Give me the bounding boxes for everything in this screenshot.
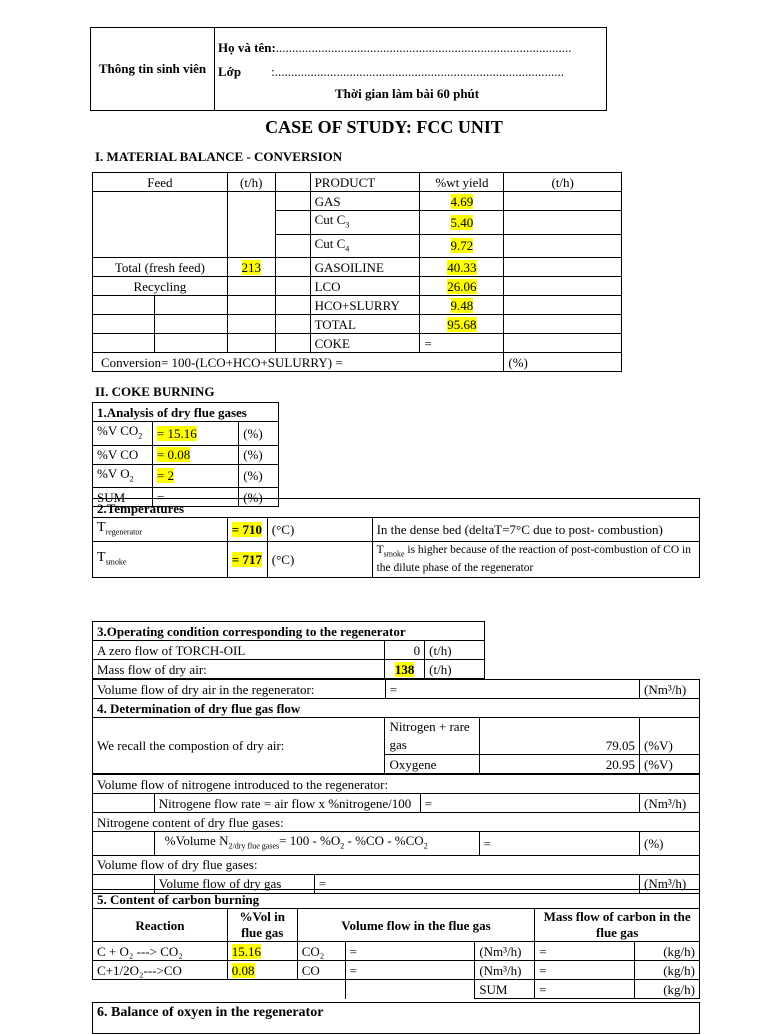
yield-c3: 5.40 [450,214,474,230]
sum-value: = [152,488,238,507]
o2-comp-unit: (%V) [640,755,700,774]
co2-label: %V $CO_2$ [93,422,153,446]
coke-eq: = [420,334,504,353]
sum-label: SUM [93,488,153,507]
material-balance-table [92,172,622,372]
n2-rate-label: Nitrogene flow rate = air flow x %nitrogene/100 [154,794,420,813]
page-title: CASE OF STUDY: FCC UNIT [265,117,503,137]
product-c3: Cut $C_3$ [310,211,420,235]
n2-rate-eq: = [420,794,639,813]
table-row [93,277,622,296]
n2-label: Nitrogen + rare gas [385,718,480,755]
table-row [93,794,700,813]
n2-rate-unit: (Nm³/h) [639,794,699,813]
table-row [93,775,700,794]
table-row [93,258,622,277]
product-coke: COKE [310,334,420,353]
total-fresh-feed-label: Total (fresh feed) [93,258,228,277]
sum-mass-eq: = [535,980,635,999]
table-row [93,855,700,874]
col-th2: (t/h) [504,173,622,192]
yield-lco: 26.06 [447,278,477,294]
product-gasoline: GASOILINE [310,258,420,277]
section3-title: 3.Operating condition corresponding to the regenerator [93,622,485,641]
flue-inner-label: Volume flow of dry gas [154,874,314,893]
o2-label: %V $O_2$ [93,464,153,488]
r1-gas: CO₂ [297,942,345,961]
student-info-box [90,27,607,111]
name-label: Họ và tên: [218,40,276,55]
torch-label: A zero flow of TORCH-OIL [93,641,385,660]
table-row [93,445,279,464]
section6-title: 6. Balance of oxyen in the regenerator [97,1005,324,1020]
name-dots: ........................................................................................... [275,40,572,55]
o2-unit: (%) [239,464,279,488]
flue-gas-analysis-table [92,402,279,507]
class-label: Lớp [218,64,242,79]
operating-condition-table [92,621,485,679]
table-row [93,813,700,832]
r2-kgh: (kg/h) [635,961,700,980]
col-th: (t/h) [227,173,275,192]
t-smoke-value: = 717 [231,551,262,567]
r2-eq: = [345,961,475,980]
class-dots: :......................................................................................... [271,64,564,79]
table-row [93,718,700,755]
air-unit: (t/h) [425,660,485,679]
table-row [93,173,622,192]
n2-content-label: Nitrogene content of dry flue gases: [93,813,700,832]
t-regenerator-value: = 710 [231,521,262,537]
section1-heading: I. MATERIAL BALANCE - CONVERSION [95,149,343,164]
section2-heading: II. COKE BURNING [95,384,215,399]
table-row [93,660,485,679]
vol-n2-label: Volume flow of nitrogene introduced to the regenerator: [93,775,700,794]
sum-unit: (%) [239,488,279,507]
carbon-burning-table [92,889,700,999]
vol-unit: (Nm³/h) [640,680,700,699]
col-mass: Mass flow of carbon in the flue gas [535,909,700,942]
torch-value: 0 [385,641,425,660]
r2-mass-eq: = [535,961,635,980]
yield-gasoline: 40.33 [447,259,477,275]
col-reaction: Reaction [93,909,228,942]
n2-volume-formula: %Volume $N_{2/dry flue gases}= 100 - \%O_2 - \%CO - \%CO_2$ [154,832,479,856]
product-total: TOTAL [310,315,420,334]
table-row [93,192,622,211]
conversion-label: Conversion= 100-(LCO+HCO+SULURRY) = [93,353,504,372]
t-smoke-label: $T_{smoke}$ [93,541,228,577]
temps-title: 2.Temperatures [93,499,700,518]
r2-nm3: (Nm³/h) [475,961,535,980]
t-regenerator-note: In the dense bed (deltaT=7°C due to post- combustion) [372,518,699,542]
table-row [93,296,622,315]
exam-time: Thời gian làm bài 60 phút [335,86,480,101]
section6-box [92,1002,700,1034]
volume-flow-table [92,679,700,699]
product-lco: LCO [310,277,420,296]
o2-comp-label: Oxygene [385,755,480,774]
air-label: Mass flow of dry air: [93,660,385,679]
col-feed: Feed [93,173,228,192]
table-row [93,315,622,334]
flue-unit: (Nm³/h) [639,874,699,893]
vol-eq: = [385,680,639,699]
air-value: 138 [394,661,415,677]
yield-hco: 9.48 [450,297,474,313]
class-line [218,64,564,80]
table-row [93,518,700,542]
conversion-unit: (%) [504,353,622,372]
n2-vol-unit: (%) [639,832,699,856]
product-hco: HCO+SLURRY [310,296,420,315]
total-fresh-feed-value: 213 [241,259,261,275]
r2-vol: 0.08 [231,962,255,978]
table-row [93,909,700,942]
table-row [93,680,700,699]
o2-comp-value: 20.95 [480,755,640,774]
section5-title: 5. Content of carbon burning [93,890,700,909]
r1-vol: 15.16 [231,943,262,959]
co-value: = 0.08 [156,447,191,463]
table-row [93,464,279,488]
table-row [93,961,700,980]
r1-mass-eq: = [535,942,635,961]
product-c4: Cut $C_4$ [310,234,420,258]
nitrogen-flow-table [92,774,700,894]
co-unit: (%) [239,445,279,464]
dry-flue-gas-table [92,698,700,774]
n2-value: 79.05 [480,718,640,755]
r2-gas: CO [297,961,345,980]
r2-reaction: C+1/2O₂--->CO [93,961,228,980]
table-row [93,334,622,353]
section4-title: 4. Determination of dry flue gas flow [93,699,700,718]
yield-c4: 9.72 [450,238,474,254]
analysis-title: 1.Analysis of dry flue gases [93,403,279,422]
table-row [93,980,700,999]
r1-nm3: (Nm³/h) [475,942,535,961]
table-row [93,641,485,660]
flue-eq: = [314,874,639,893]
sum-kgh: (kg/h) [635,980,700,999]
recycling-label: Recycling [93,277,228,296]
name-line [218,40,572,56]
recall-label: We recall the compostion of dry air: [93,718,385,774]
n2-unit: (%V) [640,718,700,755]
co2-value: = 15.16 [156,425,197,441]
col-product: PRODUCT [310,173,420,192]
r1-eq: = [345,942,475,961]
vol-label: Volume flow of dry air in the regenerator: [93,680,386,699]
sum-label: SUM [475,980,535,999]
t-regenerator-unit: (°C) [267,518,372,542]
temperatures-table [92,498,700,578]
flue-label: Volume flow of dry flue gases: [93,855,700,874]
table-row [93,541,700,577]
n2-vol-eq: = [479,832,639,856]
table-row [93,353,622,372]
co-label: %V CO [93,445,153,464]
table-row [93,942,700,961]
yield-gas: 4.69 [450,193,474,209]
t-smoke-note: $T_{smoke}$ is higher because of the reaction of post-combustion of CO in the dilute phase of the regenerator [372,541,699,577]
col-flow: Volume flow in the flue gas [297,909,535,942]
r1-reaction: C + O₂ ---> CO₂ [93,942,228,961]
col-vol: %Vol in flue gas [227,909,297,942]
table-row [93,422,279,446]
table-row [93,832,700,856]
t-regenerator-label: $T_{regenerator}$ [93,518,228,542]
t-smoke-unit: (°C) [267,541,372,577]
torch-unit: (t/h) [425,641,485,660]
r1-kgh: (kg/h) [635,942,700,961]
student-info-label: Thông tin sinh viên [91,28,215,110]
yield-total: 95.68 [447,316,477,332]
o2-value: = 2 [156,468,174,484]
co2-unit: (%) [239,422,279,446]
col-yield: %wt yield [420,173,504,192]
product-gas: GAS [310,192,420,211]
